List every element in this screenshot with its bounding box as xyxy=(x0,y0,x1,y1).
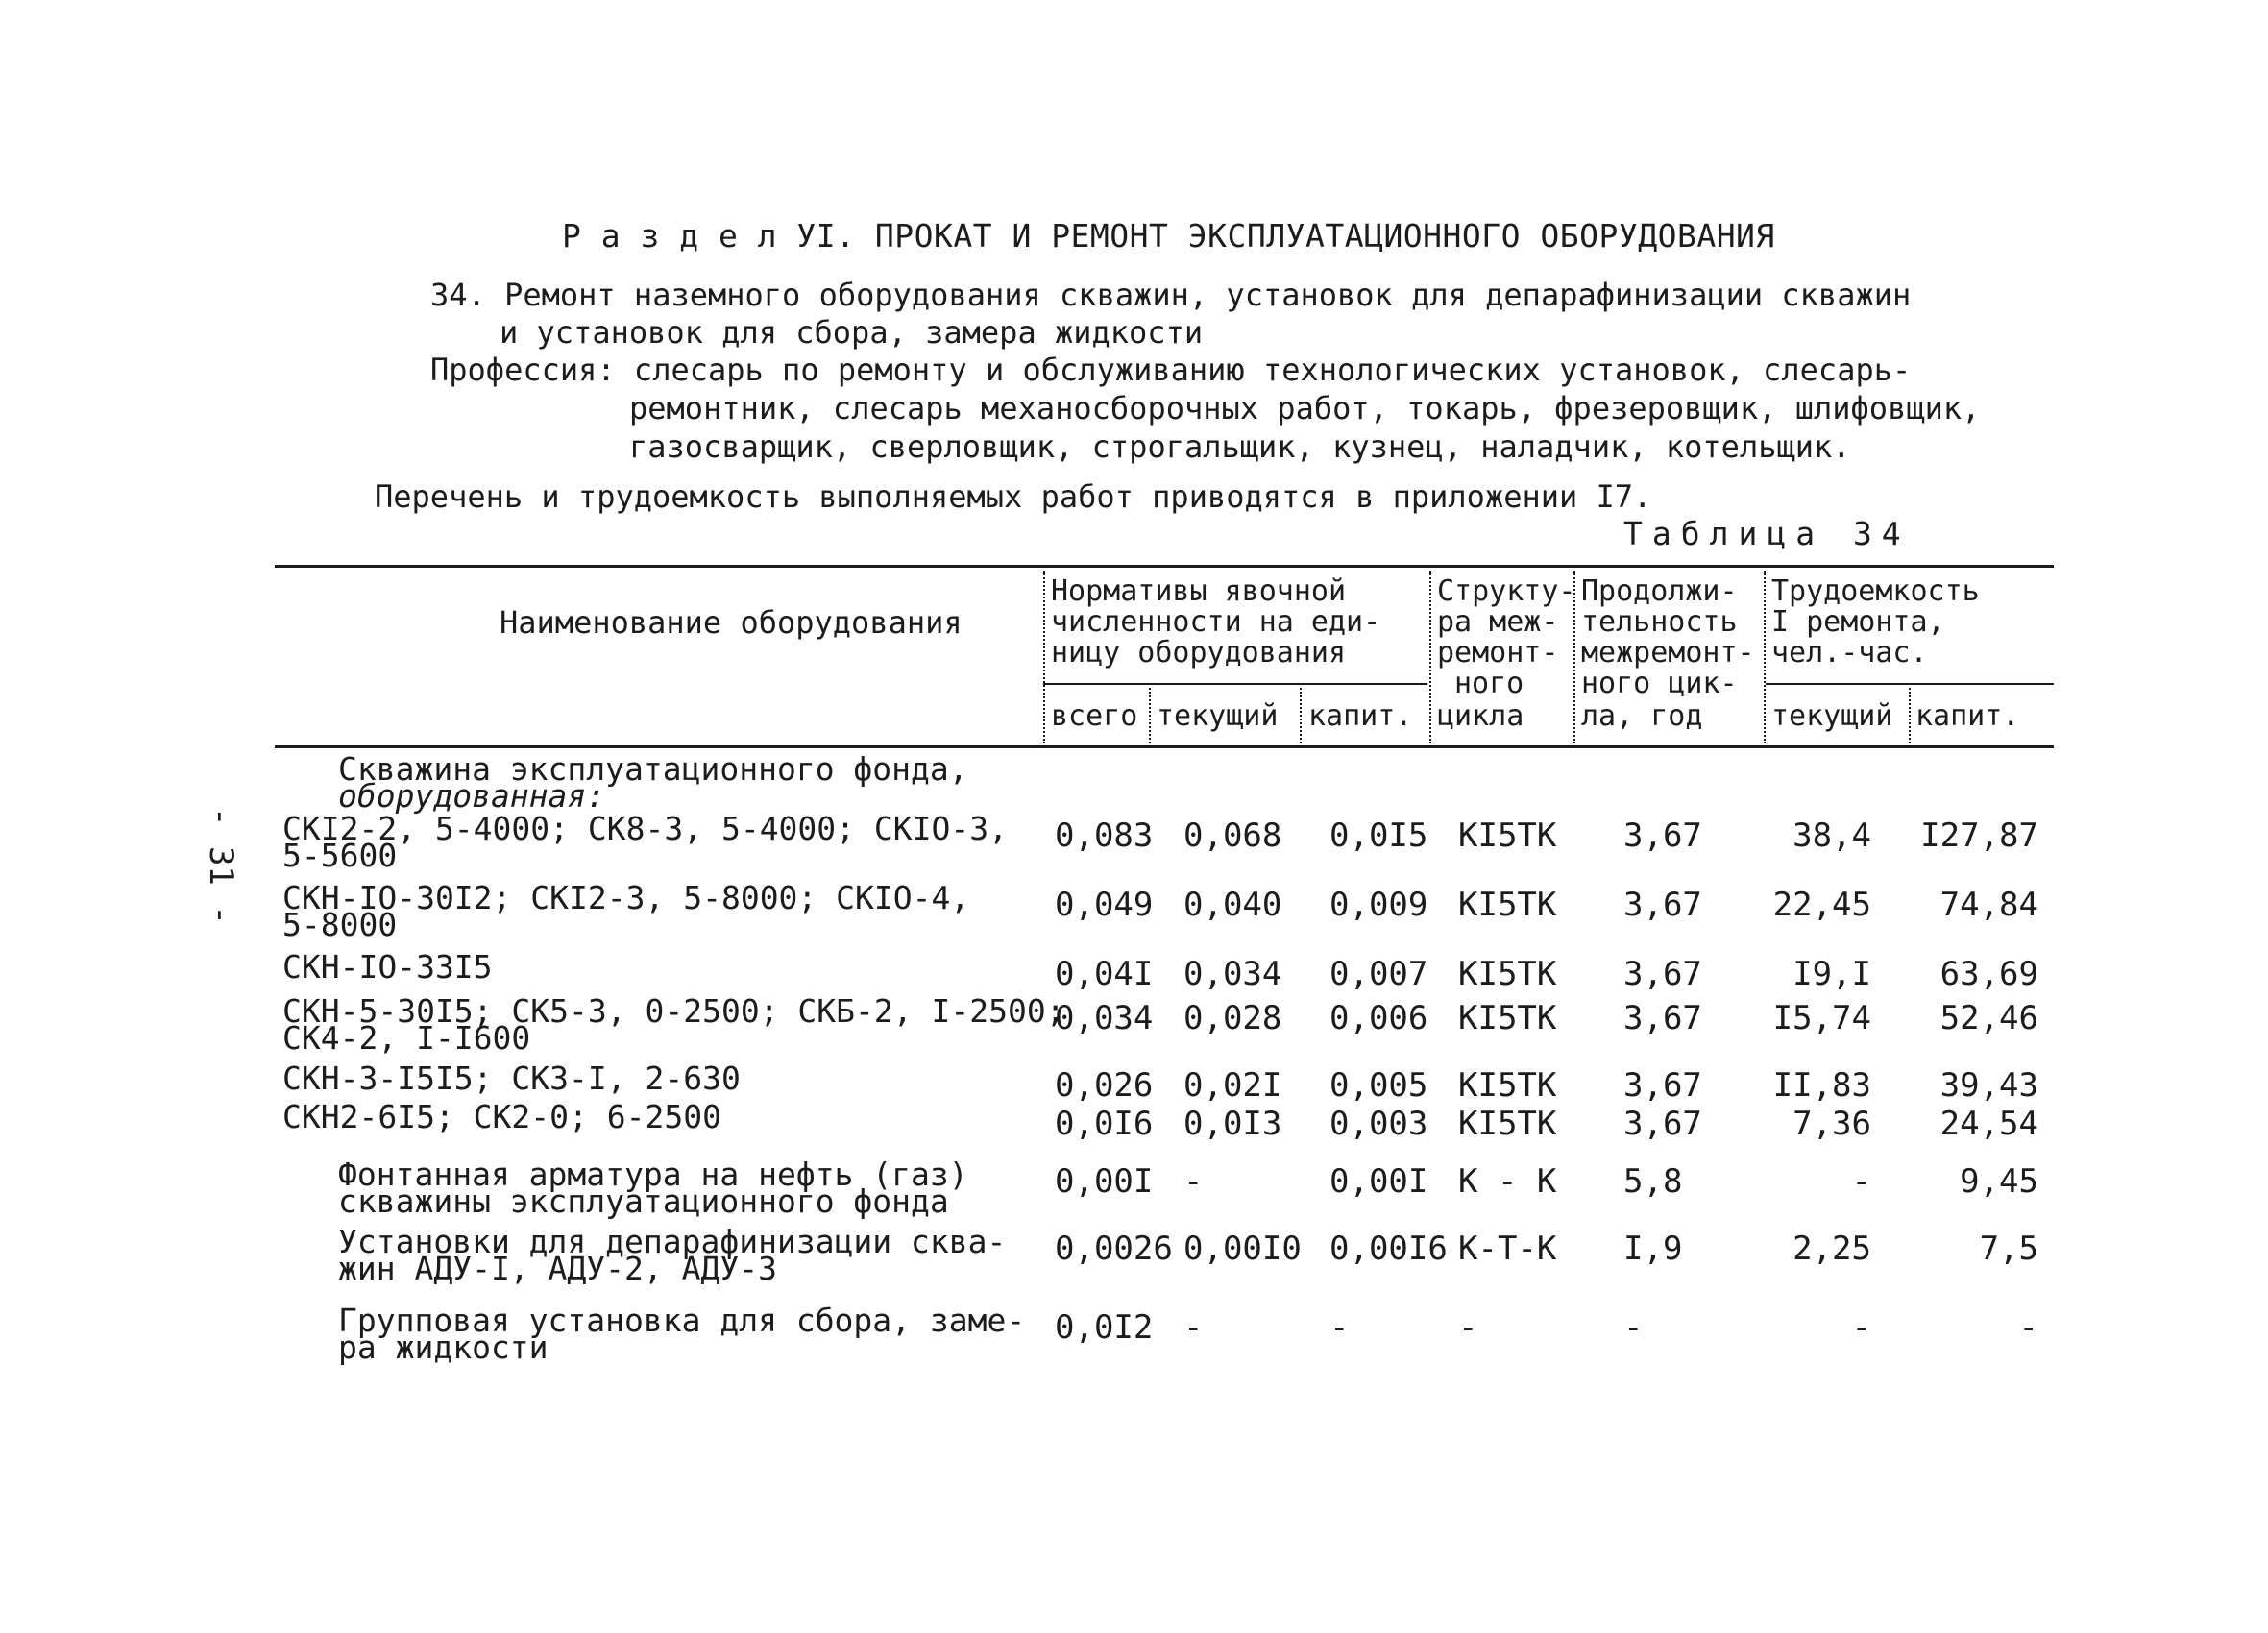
norms-subheader-rule xyxy=(1043,683,1427,685)
cell-labor-current: - xyxy=(1851,1308,1871,1347)
profession-line-2: ремонтник, слесарь механосборочных работ, токарь, фрезеровщик, шлифовщик, xyxy=(629,390,1981,427)
header-structure-1: Структу- xyxy=(1437,574,1576,608)
appendix-note: Перечень и трудоемкость выполняемых работ приводятся в приложении I7. xyxy=(375,478,1652,515)
cell-labor-current: I5,74 xyxy=(1772,999,1871,1037)
cell-current: 0,02I xyxy=(1183,1066,1282,1105)
header-name-col: Наименование оборудования xyxy=(500,604,963,641)
cell-total: 0,00I xyxy=(1055,1162,1154,1201)
cell-structure: КI5ТК xyxy=(1458,816,1557,855)
cell-total: 0,026 xyxy=(1055,1066,1154,1105)
cell-current: 0,068 xyxy=(1183,816,1282,855)
cell-duration: 3,67 xyxy=(1623,1105,1702,1143)
cell-capital: 0,005 xyxy=(1329,1066,1428,1105)
profession-line-3: газосварщик, сверловщик, строгальщик, кузнец, наладчик, котельщик. xyxy=(629,428,1851,465)
equipment-name-line-2: скважины эксплуатационного фонда xyxy=(338,1182,949,1220)
equipment-name-line-2: 5-5600 xyxy=(282,837,398,874)
cell-duration: 3,67 xyxy=(1623,816,1702,855)
header-structure-3: ремонт- xyxy=(1437,636,1559,670)
cell-current: 0,040 xyxy=(1183,886,1282,924)
cell-labor-capital: 39,43 xyxy=(1939,1066,2038,1105)
equipment-name-line-1: Установки для депарафинизации сква- xyxy=(338,1223,1007,1260)
labor-subheader-rule xyxy=(1766,683,2054,685)
cell-duration: 3,67 xyxy=(1623,955,1702,993)
header-duration-1: Продолжи- xyxy=(1581,574,1738,608)
header-norms-total: всего xyxy=(1051,699,1138,733)
header-norms-1: Нормативы явочной xyxy=(1051,574,1347,608)
cell-labor-capital: 7,5 xyxy=(1979,1230,2038,1268)
cell-labor-current: 22,45 xyxy=(1772,886,1871,924)
cell-duration: 3,67 xyxy=(1623,886,1702,924)
equipment-name-line-1: СКН-3-I5I5; СК3-I, 2-630 xyxy=(282,1060,741,1097)
header-labor-1: Трудоемкость xyxy=(1771,574,1980,608)
col-sep-1 xyxy=(1043,571,1045,743)
cell-current: 0,028 xyxy=(1183,999,1282,1037)
cell-current: - xyxy=(1183,1162,1204,1201)
header-norms-capital: капит. xyxy=(1308,699,1413,733)
cell-structure: КI5ТК xyxy=(1458,1105,1557,1143)
header-duration-5: ла, год xyxy=(1581,699,1703,733)
col-sep-4 xyxy=(1429,571,1431,743)
cell-capital: 0,009 xyxy=(1329,886,1428,924)
cell-structure: КI5ТК xyxy=(1458,955,1557,993)
header-labor-capital: капит. xyxy=(1915,699,2020,733)
cell-current: 0,034 xyxy=(1183,955,1282,993)
cell-capital: 0,007 xyxy=(1329,955,1428,993)
equipment-name-line-1: Групповая установка для сбора, заме- xyxy=(338,1302,1026,1339)
cell-total: 0,0026 xyxy=(1055,1230,1173,1268)
cell-labor-capital: 24,54 xyxy=(1939,1105,2038,1143)
cell-structure: КI5ТК xyxy=(1458,1066,1557,1105)
cell-labor-capital: 52,46 xyxy=(1939,999,2038,1037)
cell-labor-current: - xyxy=(1851,1162,1871,1201)
cell-structure: КI5ТК xyxy=(1458,886,1557,924)
cell-total: 0,034 xyxy=(1055,999,1154,1037)
equipment-name-line-1: СКН-5-30I5; СК5-3, 0-2500; СКБ-2, I-2500; xyxy=(282,992,1065,1030)
group-heading-line-2: оборудованная: xyxy=(338,777,606,815)
cell-total: 0,083 xyxy=(1055,816,1154,855)
equipment-name-line-2: ра жидкости xyxy=(338,1328,549,1366)
cell-structure: КI5ТК xyxy=(1458,999,1557,1037)
equipment-name-line-2: жин АДУ-I, АДУ-2, АДУ-3 xyxy=(338,1250,777,1287)
cell-labor-capital: - xyxy=(2018,1308,2038,1347)
cell-current: 0,00I0 xyxy=(1183,1230,1302,1268)
cell-current: - xyxy=(1183,1308,1204,1347)
cell-labor-current: 38,4 xyxy=(1792,816,1871,855)
cell-labor-capital: 74,84 xyxy=(1939,886,2038,924)
equipment-name-line-1: Фонтанная арматура на нефть (газ) xyxy=(338,1156,968,1193)
cell-labor-current: I9,I xyxy=(1792,955,1871,993)
cell-structure: - xyxy=(1458,1308,1478,1347)
cell-structure: К-Т-К xyxy=(1458,1230,1557,1268)
equipment-name-line-1: СКI2-2, 5-4000; СК8-3, 5-4000; СКIO-3, xyxy=(282,810,1008,847)
header-duration-4: ного цик- xyxy=(1581,667,1738,700)
group-heading-line-1: Скважина эксплуатационного фонда, xyxy=(338,750,968,788)
cell-duration: 3,67 xyxy=(1623,999,1702,1037)
cell-total: 0,04I xyxy=(1055,955,1154,993)
cell-capital: 0,0I5 xyxy=(1329,816,1428,855)
cell-duration: I,9 xyxy=(1623,1230,1683,1268)
page-number: - 31 - xyxy=(202,807,240,925)
col-sep-7 xyxy=(1909,688,1911,743)
cell-total: 0,049 xyxy=(1055,886,1154,924)
equipment-name-line-1: СКН2-6I5; СК2-0; 6-2500 xyxy=(282,1098,721,1135)
header-labor-2: I ремонта, xyxy=(1771,605,1945,639)
cell-capital: 0,006 xyxy=(1329,999,1428,1037)
table-header-bottom-rule xyxy=(275,745,2054,748)
item-title-line-2: и установок для сбора, замера жидкости xyxy=(500,314,1204,351)
cell-duration: 5,8 xyxy=(1623,1162,1683,1201)
cell-capital: - xyxy=(1329,1308,1350,1347)
header-structure-5: цикла xyxy=(1437,699,1524,733)
header-duration-2: тельность xyxy=(1581,605,1738,639)
cell-labor-current: 7,36 xyxy=(1792,1105,1871,1143)
cell-capital: 0,00I xyxy=(1329,1162,1428,1201)
header-structure-4: ного xyxy=(1454,667,1524,700)
header-labor-current: текущий xyxy=(1771,699,1893,733)
header-norms-2: численности на еди- xyxy=(1051,605,1381,639)
item-title-line-1: 34. Ремонт наземного оборудования скважин, установок для депарафинизации скважин xyxy=(430,277,1912,313)
header-labor-3: чел.-час. xyxy=(1771,636,1928,670)
col-sep-3 xyxy=(1300,688,1302,743)
cell-capital: 0,00I6 xyxy=(1329,1230,1448,1268)
cell-labor-current: 2,25 xyxy=(1792,1230,1871,1268)
col-sep-6 xyxy=(1764,571,1766,743)
cell-labor-capital: 63,69 xyxy=(1939,955,2038,993)
cell-duration: - xyxy=(1623,1308,1644,1347)
equipment-name-line-2: 5-8000 xyxy=(282,906,398,943)
header-norms-3: ницу оборудования xyxy=(1051,636,1347,670)
header-norms-current: текущий xyxy=(1157,699,1279,733)
col-sep-2 xyxy=(1149,688,1151,743)
equipment-name-line-1: СКН-IO-33I5 xyxy=(282,948,493,986)
table-top-rule xyxy=(275,565,2054,568)
cell-duration: 3,67 xyxy=(1623,1066,1702,1105)
cell-labor-capital: 9,45 xyxy=(1960,1162,2038,1201)
cell-labor-current: II,83 xyxy=(1772,1066,1871,1105)
cell-total: 0,0I2 xyxy=(1055,1308,1154,1347)
header-duration-3: межремонт- xyxy=(1581,636,1755,670)
section-title: Р а з д е л УI. ПРОКАТ И РЕМОНТ ЭКСПЛУАТАЦИОННОГО ОБОРУДОВАНИЯ xyxy=(562,217,1775,255)
cell-total: 0,0I6 xyxy=(1055,1105,1154,1143)
cell-current: 0,0I3 xyxy=(1183,1105,1282,1143)
cell-structure: К - К xyxy=(1458,1162,1557,1201)
profession-line-1: Профессия: слесарь по ремонту и обслуживанию технологических установок, слесарь- xyxy=(430,352,1912,388)
equipment-name-line-2: СК4-2, I-I600 xyxy=(282,1019,531,1057)
header-structure-2: ра меж- xyxy=(1437,605,1559,639)
cell-labor-capital: I27,87 xyxy=(1920,816,2038,855)
cell-capital: 0,003 xyxy=(1329,1105,1428,1143)
equipment-name-line-1: СКН-IO-30I2; СКI2-3, 5-8000; СКIO-4, xyxy=(282,879,970,916)
table-caption: Таблица 34 xyxy=(1623,515,1911,552)
